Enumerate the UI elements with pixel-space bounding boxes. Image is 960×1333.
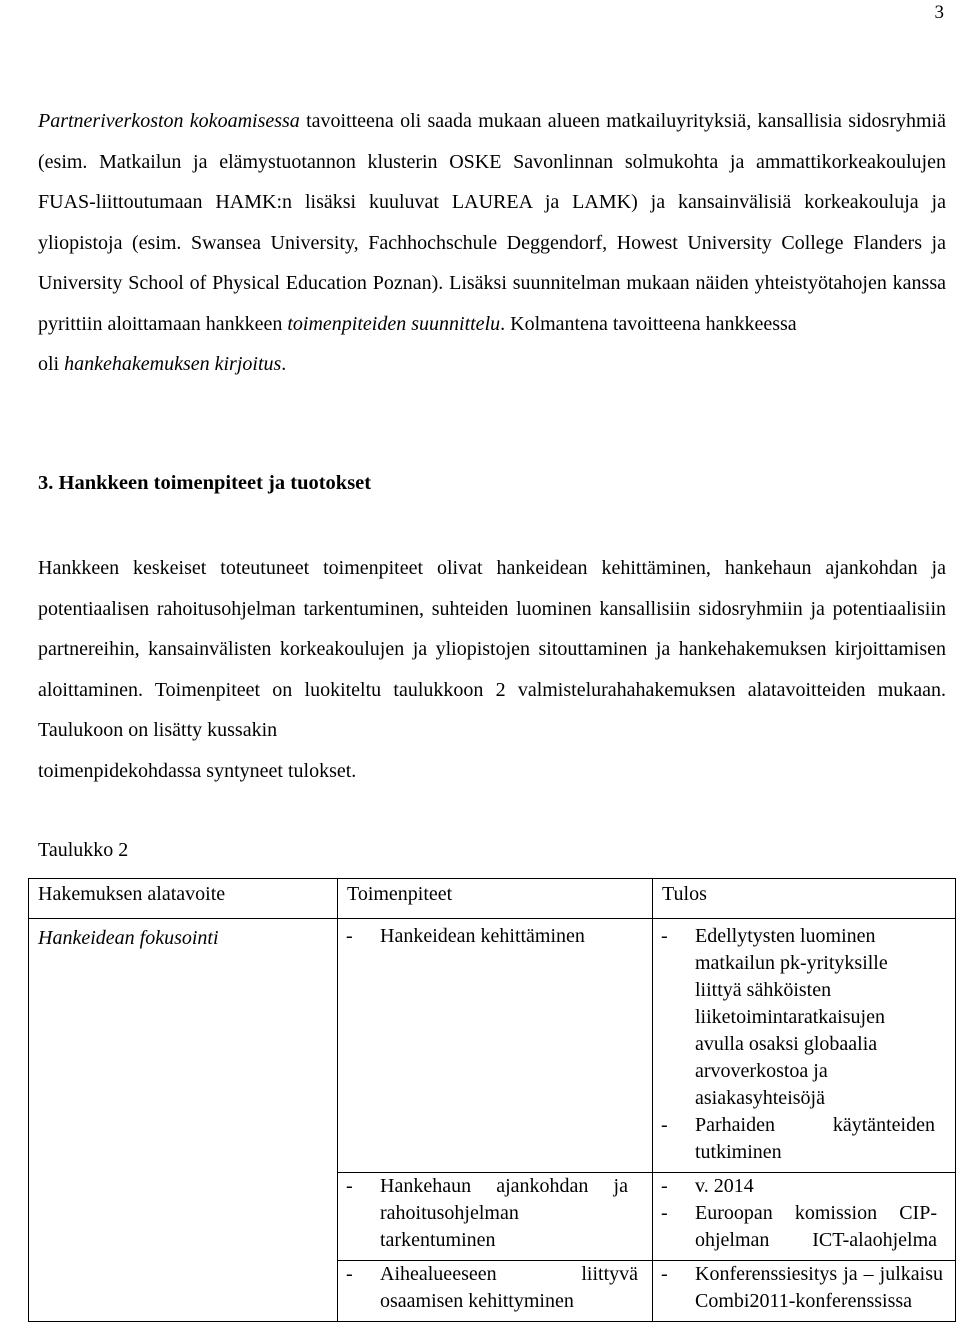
dash-bullet: - — [346, 1175, 353, 1197]
dash-bullet: - — [661, 1263, 668, 1285]
intro-italic-2: toimenpiteiden suunnittelu — [287, 312, 501, 335]
goal-cell — [29, 919, 338, 1322]
dash-bullet: - — [661, 1175, 668, 1197]
intro-paragraph — [38, 101, 946, 385]
body-text: Hankkeen keskeiset toteutuneet toimenpiteet olivat hankeidean kehittäminen, hankehaun ajankohdan ja potentiaalisen rahoitusohjelman tarkentuminen, suhteiden luominen kansallisiin sidosryhmiin ja potentiaalisiin partnereihin, kansainvälisten korkeakoulujen ja yliopistojen sitouttaminen ja hankehakemuksen kirjoittamisen aloittaminen. Toimenpiteet on luokiteltu taulukkoon 2 valmistelurahahakemuksen alatavoitteiden mukaan. Taulukoon on lisätty kussakin — [38, 557, 946, 741]
result-text: v. 2014 — [695, 1175, 754, 1197]
list-item — [338, 1261, 652, 1315]
header-actions-label: Toimenpiteet — [347, 883, 453, 905]
results-table — [28, 878, 956, 1322]
intro-italic-3: hankehakemuksen kirjoitus — [64, 353, 282, 375]
intro-last-line — [38, 344, 946, 385]
intro-text-4: . — [281, 353, 287, 375]
dash-bullet: - — [661, 925, 668, 947]
dash-bullet: - — [346, 1263, 353, 1285]
action-text: Aihealueeseen liittyvä osaamisen kehittyminen — [380, 1263, 638, 1312]
header-actions — [338, 879, 653, 919]
result-text: Euroopan komission CIP-ohjelman ICT-alaohjelma — [695, 1202, 937, 1251]
action-cell — [338, 1261, 653, 1322]
action-text: Hankeidean kehittäminen — [380, 925, 585, 947]
list-item — [653, 1112, 955, 1166]
list-item — [653, 923, 955, 1112]
list-item — [653, 1200, 955, 1254]
list-item — [338, 1173, 652, 1254]
table-caption: Taulukko 2 — [38, 839, 129, 861]
result-text: Parhaiden käytänteiden tutkiminen — [695, 1114, 935, 1163]
result-cell — [653, 1173, 956, 1261]
table-header-row — [29, 879, 956, 919]
list-item — [338, 923, 652, 950]
result-text: Konferenssiesitys ja – julkaisu Combi2011-konferenssissa — [695, 1263, 943, 1312]
action-text: Hankehaun ajankohdan ja rahoitusohjelman tarkentuminen — [380, 1175, 628, 1251]
action-cell — [338, 919, 653, 1173]
header-goal-label: Hakemuksen alatavoite — [38, 883, 226, 905]
action-cell — [338, 1173, 653, 1261]
intro-text-1: tavoitteena oli saada mukaan alueen matkailuyrityksiä, kansallisia sidosryhmiä (esim. Matkailun ja elämystuotannon klusterin OSKE Savonlinnan solmukohta ja ammattikorkeakoulujen FUAS-liittoutumaan HAMK:n lisäksi kuuluvat LAUREA ja LAMK) ja kansainvälisiä korkeakouluja ja yliopistoja (esim. Swansea University, Fachhochschule Deggendorf, Howest University College Flanders ja University School of Physical Education Poznan). Lisäksi suunnitelman mukaan näiden yhteistyötahojen kanssa pyrittiin aloittamaan hankkeen — [38, 110, 946, 335]
header-goal — [29, 879, 338, 919]
list-item — [653, 1261, 955, 1315]
result-text: Edellytysten luominen matkailun pk-yrityksille liittyä sähköisten liiketoimintaratkaisujen avulla osaksi globaalia arvoverkostoa ja asiakasyhteisöjä — [695, 925, 888, 1109]
dash-bullet: - — [661, 1202, 668, 1224]
intro-text-3: oli — [38, 353, 65, 375]
header-results-label: Tulos — [662, 883, 707, 905]
page-number: 3 — [934, 2, 944, 23]
intro-text-2: . Kolmantena tavoitteena hankkeessa — [500, 312, 797, 335]
dash-bullet: - — [661, 1114, 668, 1136]
section-heading: 3. Hankkeen toimenpiteet ja tuotokset — [38, 472, 372, 494]
result-cell — [653, 1261, 956, 1322]
list-item — [653, 1173, 955, 1200]
goal-label: Hankeidean fokusointi — [38, 927, 219, 949]
body-last-line: toimenpidekohdassa syntyneet tulokset. — [38, 759, 357, 782]
table-row — [29, 919, 956, 1173]
body-paragraph — [38, 548, 946, 791]
dash-bullet: - — [346, 925, 353, 947]
intro-italic-1: Partneriverkoston kokoamisessa — [38, 110, 300, 132]
header-results — [653, 879, 956, 919]
result-cell — [653, 919, 956, 1173]
